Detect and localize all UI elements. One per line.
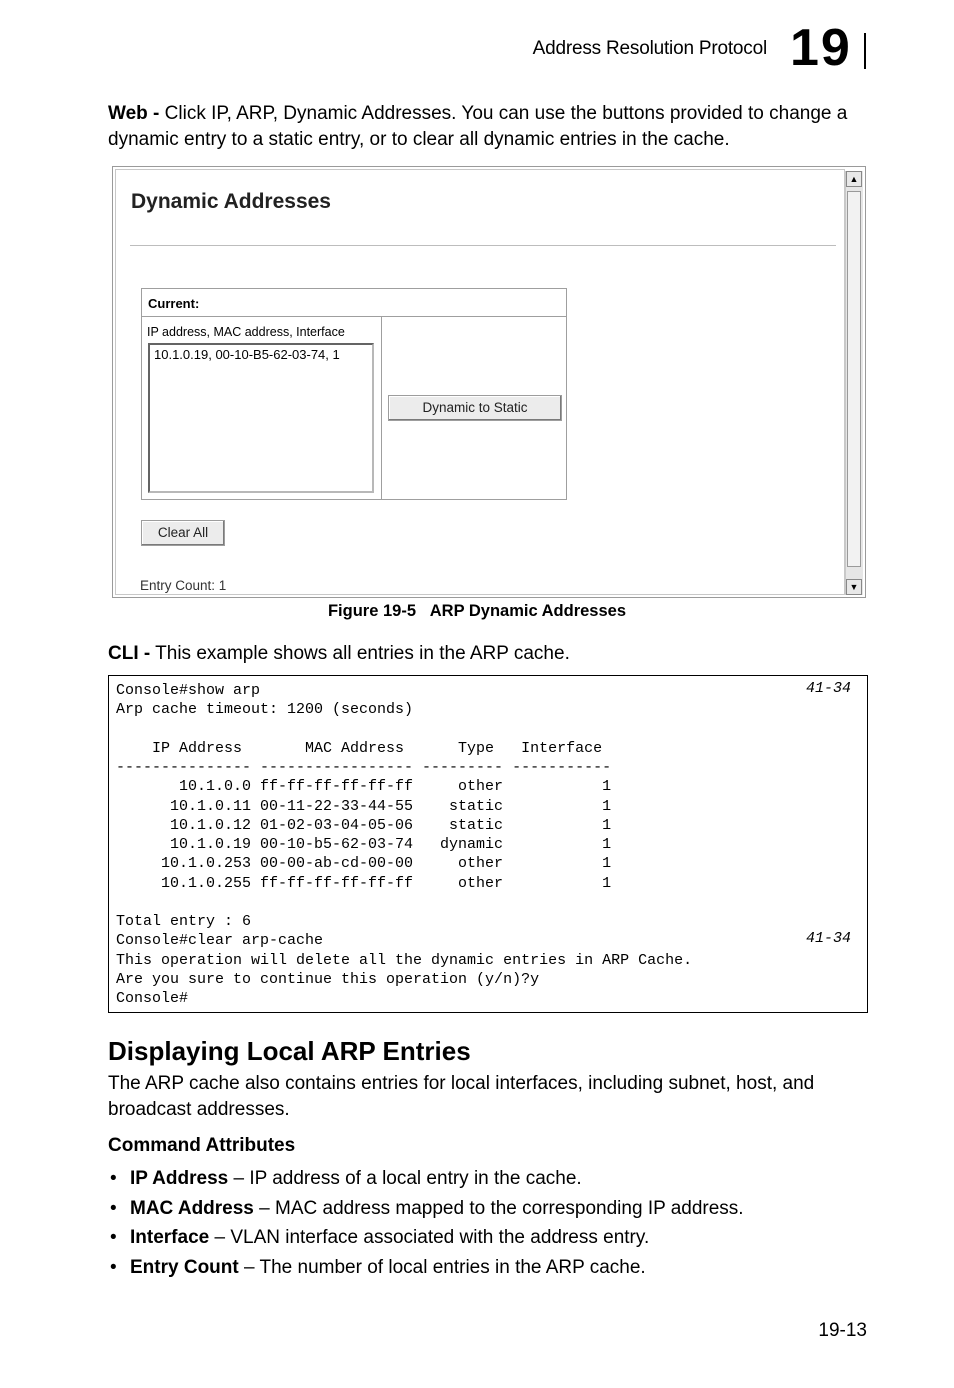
attribute-desc: – MAC address mapped to the corresponding IP address.: [253, 1197, 744, 1219]
list-item: [108, 1225, 888, 1255]
dynamic-to-static-button[interactable]: Dynamic to Static: [388, 395, 562, 421]
dynamic-addresses-screenshot: [112, 166, 866, 598]
list-item: [108, 1196, 888, 1226]
bullet-icon: •: [110, 1227, 117, 1248]
address-list-cell: [142, 317, 382, 499]
section-body: The ARP cache also contains entries for local interfaces, including subnet, host, and broadcast addresses.: [108, 1073, 815, 1120]
attribute-desc: – The number of local entries in the ARP cache.: [238, 1256, 646, 1278]
scroll-down-icon[interactable]: ▼: [846, 579, 862, 595]
current-label: Current:: [148, 296, 200, 311]
figure-label: Figure 19-5: [327, 602, 416, 620]
show-arp-reference: 41-34: [805, 680, 851, 697]
vertical-scrollbar[interactable]: [845, 171, 863, 595]
attribute-term: Entry Count: [130, 1256, 239, 1278]
bullet-icon: •: [110, 1197, 117, 1219]
web-text: Click IP, ARP, Dynamic Addresses. You can use the buttons provided to change a dynamic entry to a static entry, or to clear all dynamic entries in the cache.: [108, 103, 848, 150]
attribute-desc: – IP address of a local entry in the cache.: [228, 1168, 582, 1189]
page-number: 19-13: [818, 1320, 867, 1341]
bullet-icon: •: [110, 1256, 117, 1278]
cli-text: This example shows all entries in the ARP cache.: [150, 643, 570, 664]
cli-lead: CLI -: [108, 643, 151, 664]
figure-title: ARP Dynamic Addresses: [429, 602, 627, 620]
attribute-desc: – VLAN interface associated with the address entry.: [209, 1227, 650, 1248]
cli-intro: [108, 641, 876, 667]
clear-all-button[interactable]: Clear All: [141, 520, 225, 546]
attribute-term: IP Address: [130, 1168, 229, 1189]
current-header: [142, 289, 566, 317]
list-column-header: IP address, MAC address, Interface: [147, 325, 345, 339]
figure-caption: [0, 602, 954, 621]
cli-example: [108, 675, 868, 1013]
scroll-up-icon[interactable]: ▲: [846, 171, 862, 187]
running-header-title: Address Resolution Protocol: [532, 38, 767, 59]
entry-count: Entry Count: 1: [140, 578, 227, 593]
attribute-list: [108, 1166, 888, 1284]
attribute-term: Interface: [130, 1227, 210, 1248]
section-heading: Displaying Local ARP Entries: [108, 1036, 471, 1066]
web-lead: Web -: [108, 103, 160, 124]
chapter-number: 19: [790, 19, 852, 77]
cli-output: Console#show arp Arp cache timeout: 1200 (seconds) IP Address MAC Address Type Interface --------------- ----------------- --------- ----------- 10.1.0.0 ff-ff-ff-ff-ff-ff other 1 10.1.0.11 00-11-22-33-44-55 static 1 10.1.0.12 01-02-03-04-05-06 static 1 10.1.0.19 00-10-b5-62-03-74 dynamic 1 10.1.0.253 00-00-ab-cd-00-00 other 1 10.1.0.255 ff-ff-ff-ff-ff-ff other 1 Total entry : 6 Console#clear arp-cache This operation will delete all the dynamic entries in ARP Cache. Are you sure to continue this operation (y/n)?y Console#: [116, 682, 693, 1007]
header-rule: [864, 33, 866, 69]
title-divider: [130, 245, 836, 246]
list-item: [108, 1166, 888, 1196]
screenshot-content: [115, 169, 845, 595]
list-item[interactable]: 10.1.0.19, 00-10-B5-62-03-74, 1: [154, 347, 340, 362]
current-table: [141, 288, 567, 500]
clear-arp-reference: 41-34: [805, 930, 851, 947]
bullet-icon: •: [110, 1168, 117, 1189]
web-instructions: [108, 101, 876, 153]
attribute-term: MAC Address: [130, 1197, 254, 1219]
attributes-heading: Command Attributes: [108, 1135, 296, 1156]
scroll-thumb[interactable]: [847, 191, 861, 567]
screen-title: Dynamic Addresses: [131, 190, 331, 213]
address-listbox[interactable]: [148, 343, 374, 493]
list-item: [108, 1255, 888, 1285]
